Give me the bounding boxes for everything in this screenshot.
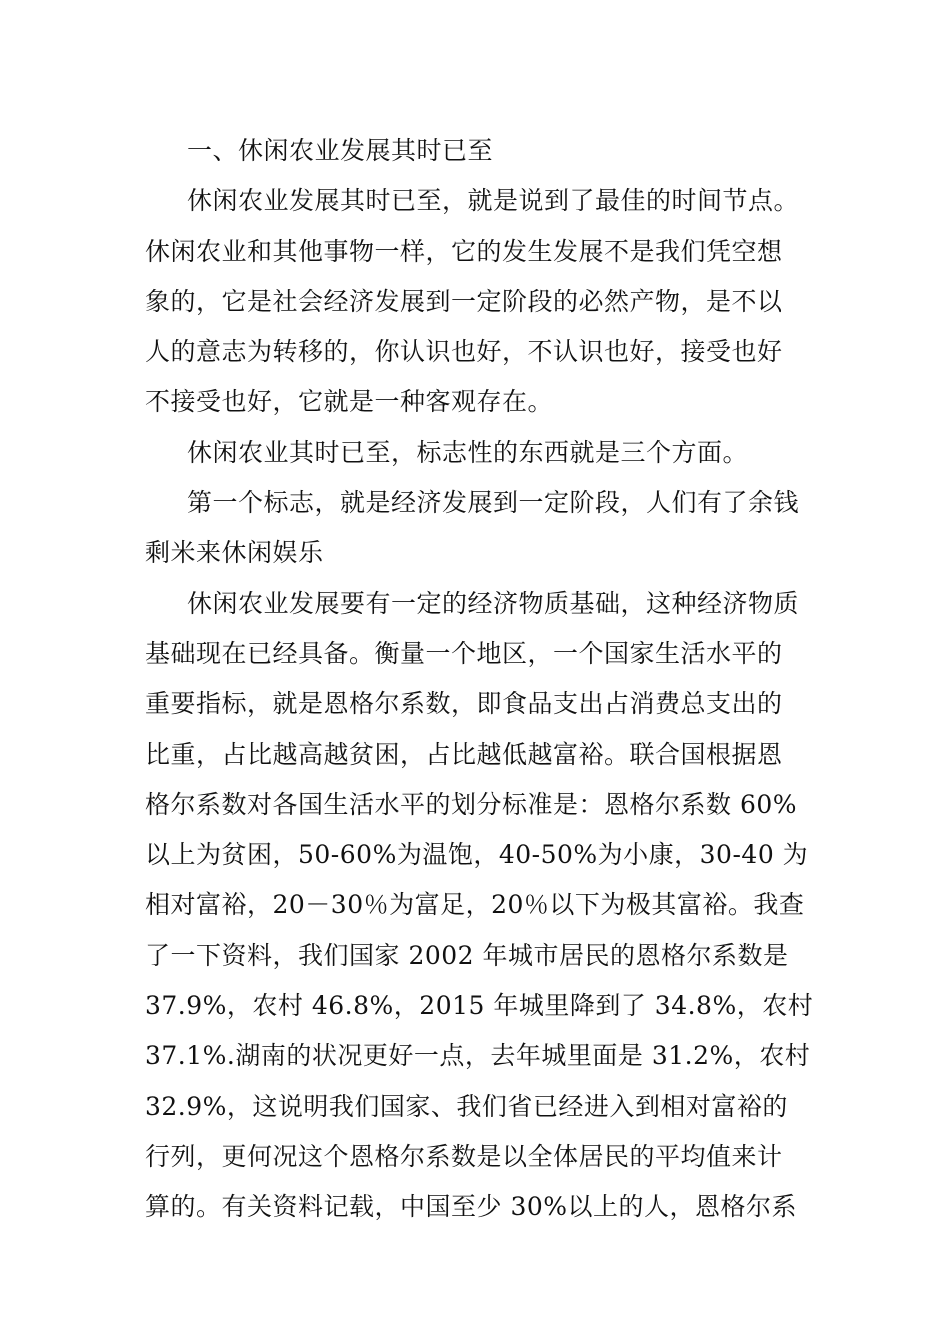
text-line: 32.9%，这说明我们国家、我们省已经进入到相对富裕的 bbox=[145, 1091, 788, 1121]
text-line: 基础现在已经具备。衡量一个地区，一个国家生活水平的 bbox=[145, 638, 783, 668]
text-line: 了一下资料，我们国家 2002 年城市居民的恩格尔系数是 bbox=[145, 940, 789, 970]
text-line: 不接受也好，它就是一种客观存在。 bbox=[145, 387, 554, 417]
text-line: 重要指标，就是恩格尔系数，即食品支出占消费总支出的 bbox=[145, 689, 783, 719]
text-line: 比重，占比越高越贫困，占比越低越富裕。联合国根据恩 bbox=[145, 739, 783, 769]
text-line: 算的。有关资料记载，中国至少 30%以上的人，恩格尔系 bbox=[145, 1192, 798, 1222]
text-line: 格尔系数对各国生活水平的划分标准是：恩格尔系数 60% bbox=[145, 789, 798, 819]
text-line: 休闲农业发展要有一定的经济物质基础，这种经济物质 bbox=[187, 588, 800, 618]
text-line: 象的，它是社会经济发展到一定阶段的必然产物，是不以 bbox=[145, 286, 783, 316]
text-line: 以上为贫困，50-60%为温饱，40-50%为小康，30-40 为 bbox=[145, 840, 809, 870]
text-line: 37.9%，农村 46.8%，2015 年城里降到了 34.8%，农村 bbox=[145, 991, 814, 1021]
text-line: 休闲农业发展其时已至，就是说到了最佳的时间节点。 bbox=[187, 186, 800, 216]
text-line: 37.1%.湖南的状况更好一点，去年城里面是 31.2%，农村 bbox=[145, 1041, 811, 1071]
text-line: 行列，更何况这个恩格尔系数是以全体居民的平均值来计 bbox=[145, 1141, 783, 1171]
text-line: 休闲农业和其他事物一样，它的发生发展不是我们凭空想 bbox=[145, 236, 783, 266]
text-line: 休闲农业其时已至，标志性的东西就是三个方面。 bbox=[187, 437, 749, 467]
section-heading: 一、休闲农业发展其时已至 bbox=[187, 136, 494, 165]
document-body bbox=[145, 126, 814, 1233]
text-line: 人的意志为转移的，你认识也好，不认识也好，接受也好 bbox=[145, 337, 783, 367]
text-line: 第一个标志，就是经济发展到一定阶段，人们有了余钱 bbox=[187, 488, 800, 518]
text-line: 剩米来休闲娱乐 bbox=[145, 538, 324, 568]
text-line: 相对富裕，20－30％为富足，20％以下为极其富裕。我查 bbox=[145, 890, 805, 920]
